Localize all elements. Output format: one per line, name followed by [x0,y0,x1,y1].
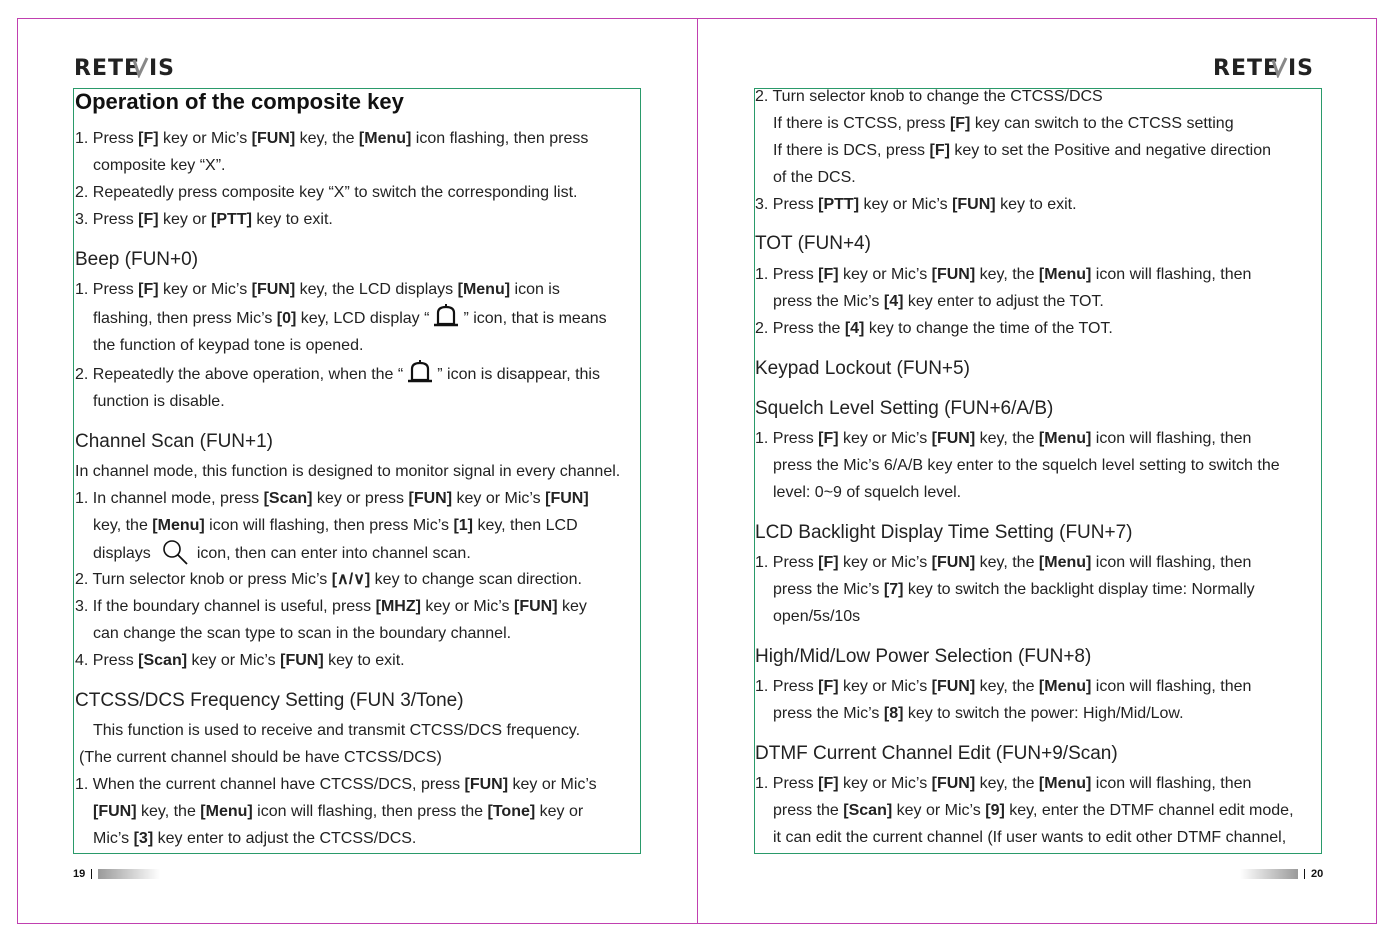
svg-text:IS: IS [1288,56,1315,78]
section-heading-channel-scan: Channel Scan (FUN+1) [75,431,274,452]
scan-step-4: 4. Press [Scan] key or Mic’s [FUN] key to exit. [75,652,405,669]
ctcss-intro-1: This function is used to receive and transmit CTCSS/DCS frequency. [93,722,581,739]
section-heading-squelch: Squelch Level Setting (FUN+6/A/B) [755,398,1054,419]
section-heading-backlight: LCD Backlight Display Time Setting (FUN+7) [755,522,1133,543]
section-heading-tot: TOT (FUN+4) [755,233,871,254]
dtmf-step-1: 1. Press [F] key or Mic’s [FUN] key, the [Menu] icon will flashing, then [755,775,1252,792]
brand-logo-left [73,56,185,78]
footer-gradient-bar [1240,869,1298,879]
ctcss-step-1-cont: [FUN] key, the [Menu] icon will flashing, then press the [Tone] key or [93,803,584,820]
section-heading-power: High/Mid/Low Power Selection (FUN+8) [755,646,1092,667]
composite-step-3: 3. Press [F] key or [PTT] key to exit. [75,211,333,228]
scan-step-1-cont2: displays icon, then can enter into channel scan. [93,539,471,567]
squelch-step-1-cont2: level: 0~9 of squelch level. [773,484,962,501]
backlight-step-1-cont: press the Mic’s [7] key to switch the backlight display time: Normally [773,581,1255,598]
page-title: Operation of the composite key [75,89,404,114]
ctcss-step-2-dcs: If there is DCS, press [F] key to set the Positive and negative direction [773,142,1272,159]
footer-divider [91,869,92,879]
section-heading-ctcss: CTCSS/DCS Frequency Setting (FUN 3/Tone) [75,690,464,711]
composite-step-2: 2. Repeatedly press composite key “X” to switch the corresponding list. [75,184,578,201]
svg-text:RETE: RETE [74,56,141,78]
svg-text:RETE: RETE [1213,56,1280,78]
page-number: 20 [1311,868,1324,880]
scan-step-1-cont: key, the [Menu] icon will flashing, then press Mic’s [1] key, then LCD [93,517,578,534]
scan-step-2: 2. Turn selector knob or press Mic’s [∧/∨] key to change scan direction. [75,571,582,588]
footer-gradient-bar [98,869,160,879]
section-heading-dtmf: DTMF Current Channel Edit (FUN+9/Scan) [755,743,1118,764]
beep-step-1: 1. Press [F] key or Mic’s [FUN] key, the LCD displays [Menu] icon is [75,281,560,298]
tot-step-1: 1. Press [F] key or Mic’s [FUN] key, the [Menu] icon will flashing, then [755,266,1252,283]
ctcss-step-1: 1. When the current channel have CTCSS/DCS, press [FUN] key or Mic’s [75,776,597,793]
backlight-step-1-cont2: open/5s/10s [773,608,861,625]
dtmf-step-1-cont2: it can edit the current channel (If user wants to edit other DTMF channel, [773,829,1287,846]
bell-icon [432,304,460,328]
brand-logo-right [1212,56,1324,78]
footer-divider [1304,869,1305,879]
squelch-step-1: 1. Press [F] key or Mic’s [FUN] key, the [Menu] icon will flashing, then [755,430,1252,447]
magnifier-icon [161,539,189,565]
ctcss-step-2: 2. Turn selector knob to change the CTCSS/DCS [755,88,1103,105]
tot-step-2: 2. Press the [4] key to change the time of the TOT. [755,320,1113,337]
retevis-logo-icon [74,56,184,78]
page-footer-right [1240,868,1323,880]
ctcss-step-1-cont2: Mic’s [3] key enter to adjust the CTCSS/DCS. [93,830,417,847]
section-heading-beep: Beep (FUN+0) [75,249,199,270]
page-footer-left [73,868,160,880]
composite-step-1-cont: composite key “X”. [93,157,226,174]
power-step-1: 1. Press [F] key or Mic’s [FUN] key, the [Menu] icon will flashing, then [755,678,1252,695]
retevis-logo-icon [1213,56,1323,78]
ctcss-intro-2: (The current channel should be have CTCSS/DCS) [79,749,442,766]
backlight-step-1: 1. Press [F] key or Mic’s [FUN] key, the [Menu] icon will flashing, then [755,554,1252,571]
page-number: 19 [73,868,86,880]
ctcss-step-2-dcs-cont: of the DCS. [773,169,856,186]
composite-step-1: 1. Press [F] key or Mic’s [FUN] key, the [Menu] icon flashing, then press [75,130,589,147]
squelch-step-1-cont: press the Mic’s 6/A/B key enter to the squelch level setting to switch the [773,457,1280,474]
beep-step-2-cont: function is disable. [93,393,225,410]
ctcss-step-3: 3. Press [PTT] key or Mic’s [FUN] key to exit. [755,196,1077,213]
scan-step-3-cont: can change the scan type to scan in the boundary channel. [93,625,512,642]
page-fold-line [697,18,698,924]
dtmf-step-1-cont: press the [Scan] key or Mic’s [9] key, enter the DTMF channel edit mode, [773,802,1294,819]
scan-step-3: 3. If the boundary channel is useful, press [MHZ] key or Mic’s [FUN] key [75,598,587,615]
ctcss-step-2-ctcss: If there is CTCSS, press [F] key can switch to the CTCSS setting [773,115,1234,132]
section-heading-keypad-lockout: Keypad Lockout (FUN+5) [755,358,970,379]
beep-step-1-cont: flashing, then press Mic’s [0] key, LCD display “ ” icon, that is means [93,304,607,332]
beep-step-2: 2. Repeatedly the above operation, when the “ ” icon is disappear, this [75,360,600,388]
beep-step-1-cont2: the function of keypad tone is opened. [93,337,364,354]
bell-icon [406,360,434,384]
svg-text:IS: IS [149,56,176,78]
scan-intro: In channel mode, this function is designed to monitor signal in every channel. [75,463,621,480]
power-step-1-cont: press the Mic’s [8] key to switch the power: High/Mid/Low. [773,705,1184,722]
scan-step-1: 1. In channel mode, press [Scan] key or press [FUN] key or Mic’s [FUN] [75,490,589,507]
tot-step-1-cont: press the Mic’s [4] key enter to adjust the TOT. [773,293,1104,310]
